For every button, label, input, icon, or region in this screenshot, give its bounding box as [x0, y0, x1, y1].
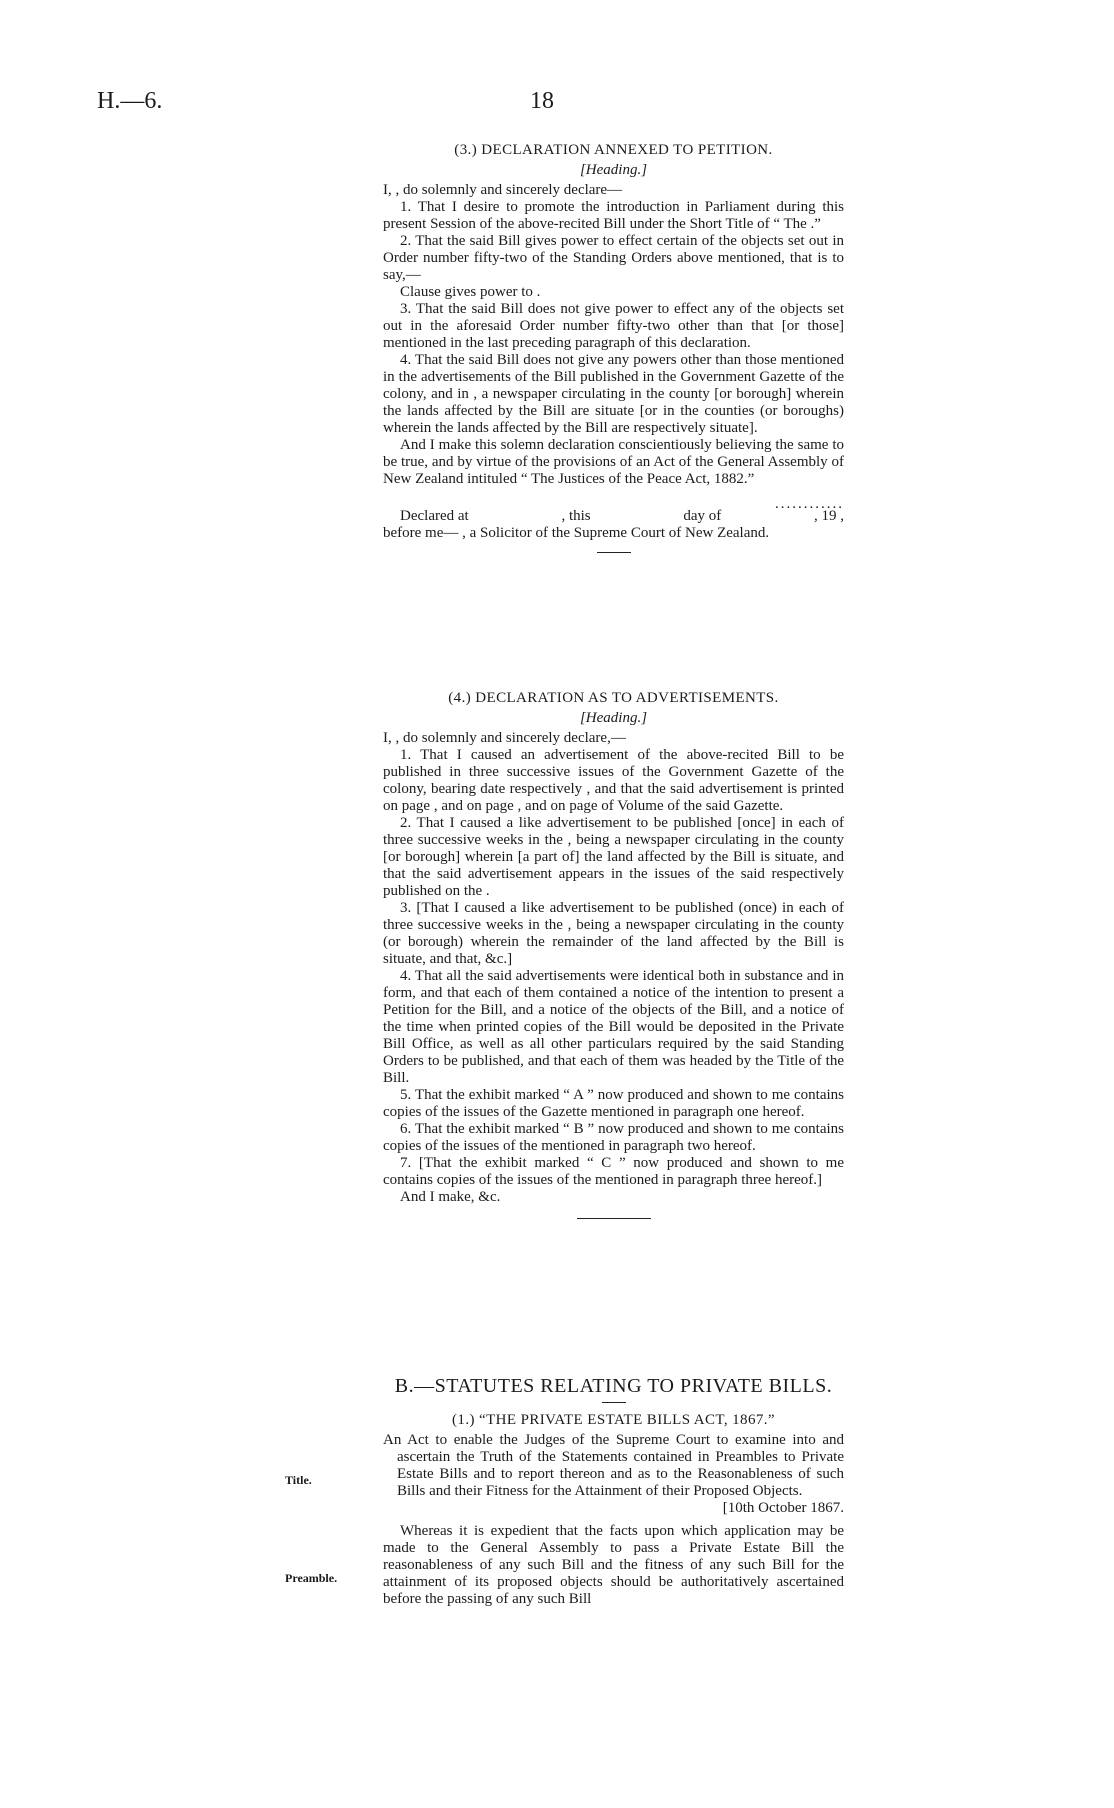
section-4-para-7: 7. [That the exhibit marked “ C ” now produced and shown to me contains copies of the issues of the mentioned in paragraph three hereof.] — [383, 1155, 844, 1188]
act-date: [10th October 1867. — [722, 1500, 844, 1516]
section-3-subheading: [Heading.] — [579, 162, 648, 178]
section-3-clause: Clause gives power to . — [400, 284, 541, 300]
section-4-para-6: 6. That the exhibit marked “ B ” now produced and shown to me contains copies of the issues of the mentioned in paragraph two hereof. — [383, 1121, 844, 1154]
section-4-para-3: 3. [That I caused a like advertisement to be published (once) in each of three successive weeks in the , being a newspaper circulating in the county (or borough) wherein the remainder of the land affected by the Bill is situate, and that, &c.] — [383, 900, 844, 967]
section-4-title: (4.) DECLARATION AS TO ADVERTISEMENTS. — [448, 690, 779, 706]
section-4-subheading: [Heading.] — [579, 710, 648, 726]
year-label: , 19 , — [814, 508, 844, 524]
section-declaration-annexed — [383, 142, 844, 563]
section-3-para-1: 1. That I desire to promote the introduction in Parliament during this present Session of the above-recited Bill under the Short Title of “ The .” — [383, 199, 844, 232]
day-of-label: day of — [683, 508, 722, 524]
signature-dots: ............ — [775, 496, 844, 512]
act-title: (1.) “THE PRIVATE ESTATE BILLS ACT, 1867.” — [452, 1412, 775, 1428]
section-4-para-2: 2. That I caused a like advertisement to be published [once] in each of three successive weeks in the , being a newspaper circulating in the county [or borough] wherein [a part of] the land affected by the Bill is situate, and that the said advertisement appears in the issues of the said respectively published on the . — [383, 815, 844, 899]
page-reference: H.—6. — [97, 88, 163, 114]
section-3-para-3: 3. That the said Bill does not give power to effect any of the objects set out in the aforesaid Order number fifty-two other than that [or those] mentioned in the last preceding paragraph of this declaration. — [383, 301, 844, 351]
divider-rule — [597, 552, 631, 553]
page-number: 18 — [530, 88, 554, 114]
before-me-line: before me— , a Solicitor of the Supreme Court of New Zealand. — [383, 525, 770, 541]
divider-rule-long — [577, 1218, 651, 1219]
section-3-para-2: 2. That the said Bill gives power to effect certain of the objects set out in Order number fifty-two of the Standing Orders above mentioned, that is to say,— — [383, 233, 844, 283]
declared-at-label: Declared at — [400, 508, 469, 524]
act-long-title: An Act to enable the Judges of the Supreme Court to examine into and ascertain the Truth of the Statements contained in Preambles to Private Estate Bills and to report thereon and as to the Reasonableness of such Bills and their Fitness for the Attainment of their Proposed Objects. — [383, 1432, 844, 1499]
section-4-para-4: 4. That all the said advertisements were identical both in substance and in form, and that each of them contained a notice of the intention to present a Petition for the Bill, and a notice of the objects of the Bill, and a notice of the time when printed copies of the Bill would be deposited in the Private Bill Office, as well as all other particulars required by the said Standing Orders to be published, and that each of them was headed by the Title of the Bill. — [383, 968, 844, 1086]
divider-rule-short — [602, 1402, 626, 1403]
margin-note-preamble: Preamble. — [285, 1571, 338, 1585]
act-preamble: Whereas it is expedient that the facts upon which application may be made to the General Assembly to pass a Private Estate Bill the reasonableness of any such Bill and the fitness of any such Bill for the attainment of its proposed objects should be authoritatively ascertained before the passing of any such Bill — [383, 1523, 844, 1607]
this-label: , this — [561, 508, 591, 524]
section-4-para-1: 1. That I caused an advertisement of the above-recited Bill to be published in three successive issues of the Government Gazette of the colony, bearing date respectively , and that the said advertisement is printed on page , and on page , and on page of Volume of the said Gazette. — [383, 747, 844, 814]
section-3-title: (3.) DECLARATION ANNEXED TO PETITION. — [454, 142, 773, 158]
section-statutes-private-bills — [383, 1375, 844, 1608]
section-3-para-5: And I make this solemn declaration conscientiously believing the same to be true, and by virtue of the provisions of an Act of the General Assembly of New Zealand intituled “ The Justices of the Peace Act, 1882.” — [383, 437, 844, 487]
part-b-title: B.—STATUTES RELATING TO PRIVATE BILLS. — [394, 1375, 833, 1397]
margin-note-title: Title. — [285, 1473, 312, 1487]
section-4-para-5: 5. That the exhibit marked “ A ” now produced and shown to me contains copies of the issues of the Gazette mentioned in paragraph one hereof. — [383, 1087, 844, 1120]
section-declaration-advertisements — [383, 690, 844, 1231]
section-4-para-8: And I make, &c. — [400, 1189, 501, 1205]
section-3-para-4: 4. That the said Bill does not give any powers other than those mentioned in the advertisements of the Bill published in the Government Gazette of the colony, and in , a newspaper circulating in the county [or borough] wherein the lands affected by the Bill are situate [or in the counties (or boroughs) wherein the lands affected by the Bill are respectively situate]. — [383, 352, 844, 436]
section-4-intro: I, , do solemnly and sincerely declare,— — [383, 730, 626, 746]
section-3-intro: I, , do solemnly and sincerely declare— — [383, 182, 623, 198]
